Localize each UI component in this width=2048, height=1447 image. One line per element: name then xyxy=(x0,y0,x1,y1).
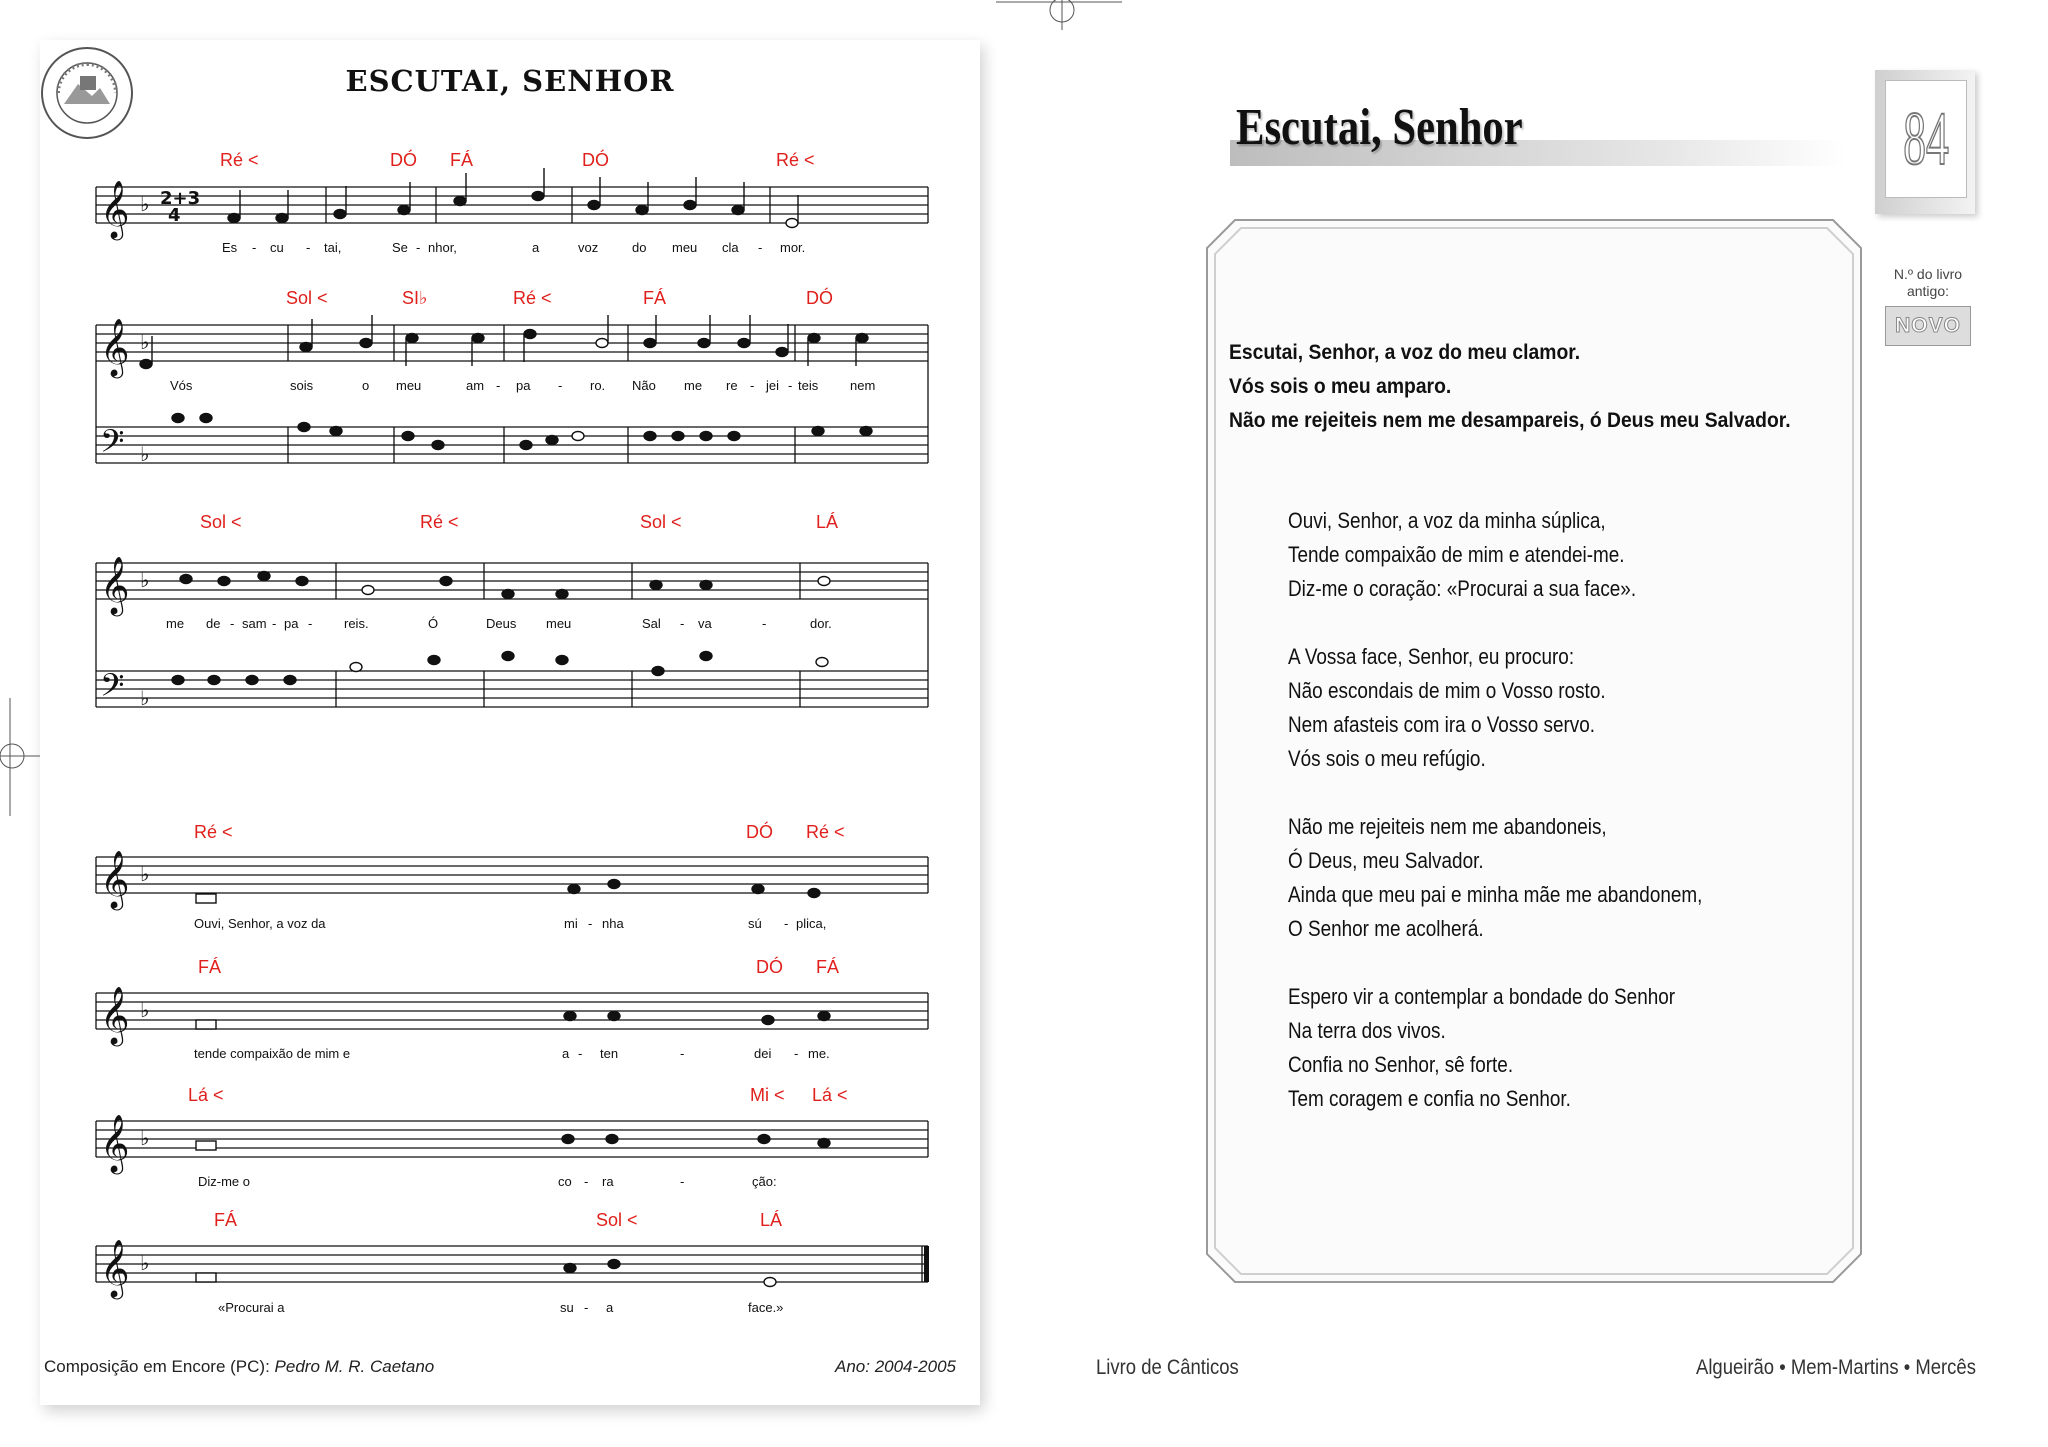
lyric-syllable: Ouvi, Senhor, a voz da xyxy=(194,916,326,931)
staff-system-7 xyxy=(96,1246,928,1282)
stanza xyxy=(1288,504,1702,606)
stanza xyxy=(1288,640,1702,776)
lyric-syllable: sam xyxy=(242,616,267,631)
treble-clef-icon: 𝄞 xyxy=(100,986,130,1044)
chord-label: SI♭ xyxy=(402,288,428,308)
verse-line: Espero vir a contemplar a bondade do Senhor xyxy=(1288,984,1676,1009)
lyric-syllable: ção: xyxy=(752,1174,777,1189)
staff-system-1 xyxy=(96,187,928,223)
stanza xyxy=(1288,810,1702,946)
lyric-syllable: ro. xyxy=(590,378,606,393)
lyric-syllable: meu xyxy=(396,378,422,393)
lyric-syllable: - xyxy=(272,616,277,631)
lyric-syllable: - xyxy=(762,616,767,631)
chord-label: Ré < xyxy=(420,512,459,532)
lyric-syllable: meu xyxy=(672,240,698,255)
verse-line: Vós sois o meu refúgio. xyxy=(1288,746,1486,771)
svg-text:♭: ♭ xyxy=(140,862,150,886)
staff-system-2 xyxy=(96,325,928,463)
lyric-syllable: ten xyxy=(600,1046,619,1061)
lyric-syllable: Se xyxy=(392,240,408,255)
svg-text:♭: ♭ xyxy=(140,568,150,592)
verse-line: Diz-me o coração: «Procurai a sua face». xyxy=(1288,576,1637,601)
verse-line: Ouvi, Senhor, a voz da minha súplica, xyxy=(1288,508,1606,533)
lyric-syllable: me xyxy=(166,616,185,631)
lyric-syllable: voz xyxy=(578,240,599,255)
lyric-syllable: Diz-me o xyxy=(198,1174,251,1189)
bass-clef-icon: 𝄢 xyxy=(100,423,125,467)
staff-system-5 xyxy=(96,993,928,1029)
svg-text:4: 4 xyxy=(168,205,181,226)
lyric-syllable: - xyxy=(558,378,563,393)
lyric-syllable: - xyxy=(758,240,763,255)
lyric-syllable: sú xyxy=(748,916,762,931)
score-title: ESCUTAI, SENHOR xyxy=(345,64,675,98)
lyric-syllable: - xyxy=(584,1174,589,1189)
composition-year: Ano: 2004-2005 xyxy=(835,1357,956,1376)
chord-label: Sol < xyxy=(640,512,682,532)
lyric-syllable: su xyxy=(560,1300,574,1315)
chord-label: LÁ xyxy=(760,1210,783,1230)
lyric-syllable: sois xyxy=(290,378,314,393)
verse-line: Ó Deus, meu Salvador. xyxy=(1288,848,1484,873)
staff-system-6 xyxy=(96,1121,928,1157)
lyric-syllable: reis. xyxy=(344,616,369,631)
chord-label: Ré < xyxy=(806,822,845,842)
lyric-syllable: - xyxy=(306,240,311,255)
lyric-syllable: Ó xyxy=(428,616,439,631)
lyric-syllable: dei xyxy=(754,1046,772,1061)
treble-clef-icon: 𝄞 xyxy=(100,556,130,614)
lyric-syllable: Deus xyxy=(486,616,517,631)
svg-text:♭: ♭ xyxy=(140,686,150,710)
lyric-syllable: o xyxy=(362,378,370,393)
lyric-syllable: - xyxy=(750,378,755,393)
svg-text:2+3: 2+3 xyxy=(160,188,201,209)
verse-line: O Senhor me acolherá. xyxy=(1288,916,1484,941)
verse-line: Não escondais de mim o Vosso rosto. xyxy=(1288,678,1606,703)
chord-label: FÁ xyxy=(198,957,222,977)
chord-label: DÓ xyxy=(806,288,833,308)
lyric-syllable: - xyxy=(496,378,501,393)
lyric-syllable: teis xyxy=(798,378,819,393)
lyric-syllable: do xyxy=(632,240,647,255)
stanza xyxy=(1288,980,1702,1116)
treble-clef-icon: 𝄞 xyxy=(100,318,130,376)
verse-line: A Vossa face, Senhor, eu procuro: xyxy=(1288,644,1575,669)
chord-label: Sol < xyxy=(286,288,328,308)
lyric-syllable: - xyxy=(680,616,685,631)
song-title: Escutai, Senhor xyxy=(1236,99,1523,156)
lyric-syllable: a xyxy=(606,1300,614,1315)
svg-text:♭: ♭ xyxy=(140,330,150,354)
refrain-line: Vós sois o meu amparo. xyxy=(1229,375,1452,398)
verses-block xyxy=(1288,504,1702,1150)
lyric-syllable: - xyxy=(680,1174,685,1189)
lyric-syllable: - xyxy=(794,1046,799,1061)
lyric-syllable: - xyxy=(578,1046,583,1061)
lyric-syllable: - xyxy=(584,1300,589,1315)
lyric-syllable: co xyxy=(558,1174,572,1189)
lyric-syllable: meu xyxy=(546,616,572,631)
verse-line: Ainda que meu pai e minha mãe me abandonem, xyxy=(1288,882,1703,907)
book-name-footer: Livro de Cânticos xyxy=(1096,1356,1239,1379)
verse-line: Tende compaixão de mim e atendei-me. xyxy=(1288,542,1625,567)
lyric-syllable: - xyxy=(416,240,421,255)
lyric-syllable: Sal xyxy=(642,616,661,631)
svg-text:♭: ♭ xyxy=(140,442,150,466)
lyric-syllable: re xyxy=(726,378,738,393)
chord-label: LÁ xyxy=(816,512,839,532)
chord-label: DÓ xyxy=(756,957,783,977)
lyric-syllable: - xyxy=(588,916,593,931)
svg-text:♭: ♭ xyxy=(140,1126,150,1150)
places-footer: Algueirão • Mem-Martins • Mercês xyxy=(1696,1356,1976,1379)
lyric-syllable: pa xyxy=(516,378,531,393)
svg-text:♭: ♭ xyxy=(140,1251,150,1275)
verse-line: Na terra dos vivos. xyxy=(1288,1018,1446,1043)
music-staves xyxy=(0,0,1000,1360)
chord-label: Mi < xyxy=(750,1085,785,1105)
chord-label: DÓ xyxy=(746,822,773,842)
lyric-syllable: pa xyxy=(284,616,299,631)
chord-label: Ré < xyxy=(513,288,552,308)
old-book-label: N.º do livro antigo: xyxy=(1893,266,1963,299)
lyric-syllable: nha xyxy=(602,916,624,931)
chord-label: DÓ xyxy=(390,150,417,170)
lyric-syllable: - xyxy=(680,1046,685,1061)
lyric-syllable: - xyxy=(784,916,789,931)
lyric-syllable: - xyxy=(252,240,257,255)
lyric-syllable: - xyxy=(788,378,793,393)
lyric-syllable: me. xyxy=(808,1046,830,1061)
lyric-syllable: cla xyxy=(722,240,739,255)
chord-label: Sol < xyxy=(596,1210,638,1230)
chord-label: Lá < xyxy=(188,1085,224,1105)
crop-mark-icon xyxy=(0,690,44,820)
verse-line: Confia no Senhor, sê forte. xyxy=(1288,1052,1514,1077)
lyric-syllable: va xyxy=(698,616,712,631)
refrain-line: Não me rejeiteis nem me desampareis, ó Deus meu Salvador. xyxy=(1229,409,1791,432)
lyric-syllable: «Procurai a xyxy=(218,1300,285,1315)
song-number: 84 xyxy=(1903,96,1949,181)
composition-credit: Composição em Encore (PC): Pedro M. R. Caetano xyxy=(44,1357,435,1376)
lyric-syllable: am xyxy=(466,378,485,393)
lyric-syllable: tende compaixão de mim e xyxy=(194,1046,351,1061)
bass-clef-icon: 𝄢 xyxy=(100,667,125,711)
lyric-syllable: a xyxy=(532,240,540,255)
treble-clef-icon: 𝄞 xyxy=(100,850,130,908)
composer-name: Pedro M. R. Caetano xyxy=(274,1357,435,1376)
lyric-syllable: tai, xyxy=(324,240,342,255)
verse-line: Nem afasteis com ira o Vosso servo. xyxy=(1288,712,1596,737)
lyric-syllable: Vós xyxy=(170,378,193,393)
chord-label: FÁ xyxy=(214,1210,238,1230)
lyric-syllable: a xyxy=(562,1046,570,1061)
lyric-syllable: me xyxy=(684,378,703,393)
crop-mark-icon xyxy=(996,0,1126,32)
lyric-syllable: cu xyxy=(270,240,284,255)
lyric-syllable: jei xyxy=(766,378,780,393)
lyric-syllable: mor. xyxy=(780,240,806,255)
lyric-syllable: mi xyxy=(564,916,578,931)
lyric-syllable: - xyxy=(230,616,235,631)
refrain-line: Escutai, Senhor, a voz do meu clamor. xyxy=(1229,341,1581,364)
lyric-syllable: ra xyxy=(602,1174,614,1189)
chord-label: DÓ xyxy=(582,150,609,170)
chord-label: Lá < xyxy=(812,1085,848,1105)
svg-text:♭: ♭ xyxy=(140,998,150,1022)
verse-line: Tem coragem e confia no Senhor. xyxy=(1288,1086,1571,1111)
chord-label: FÁ xyxy=(816,957,840,977)
old-book-value: NOVO xyxy=(1895,314,1961,337)
lyric-syllable: Es xyxy=(222,240,238,255)
lyric-syllable: nem xyxy=(850,378,876,393)
verse-line: Não me rejeiteis nem me abandoneis, xyxy=(1288,814,1607,839)
chord-label: FÁ xyxy=(450,150,474,170)
lyric-syllable: nhor, xyxy=(428,240,457,255)
treble-clef-icon: 𝄞 xyxy=(100,180,130,238)
lyric-syllable: - xyxy=(308,616,313,631)
old-book-badge xyxy=(1885,306,1971,346)
chord-label: FÁ xyxy=(643,288,667,308)
chord-label: Ré < xyxy=(776,150,815,170)
treble-clef-icon: 𝄞 xyxy=(100,1239,130,1297)
svg-text:♭: ♭ xyxy=(140,192,150,216)
lyric-syllable: Não xyxy=(632,378,656,393)
treble-clef-icon: 𝄞 xyxy=(100,1114,130,1172)
lyric-syllable: plica, xyxy=(796,916,827,931)
staff-system-4 xyxy=(96,857,928,893)
chord-label: Sol < xyxy=(200,512,242,532)
refrain-block xyxy=(1229,336,1791,438)
lyric-syllable: dor. xyxy=(810,616,832,631)
chord-label: Ré < xyxy=(194,822,233,842)
song-number-box xyxy=(1875,70,1975,214)
lyric-syllable: face.» xyxy=(748,1300,784,1315)
lyric-syllable: de xyxy=(206,616,221,631)
chord-label: Ré < xyxy=(220,150,259,170)
